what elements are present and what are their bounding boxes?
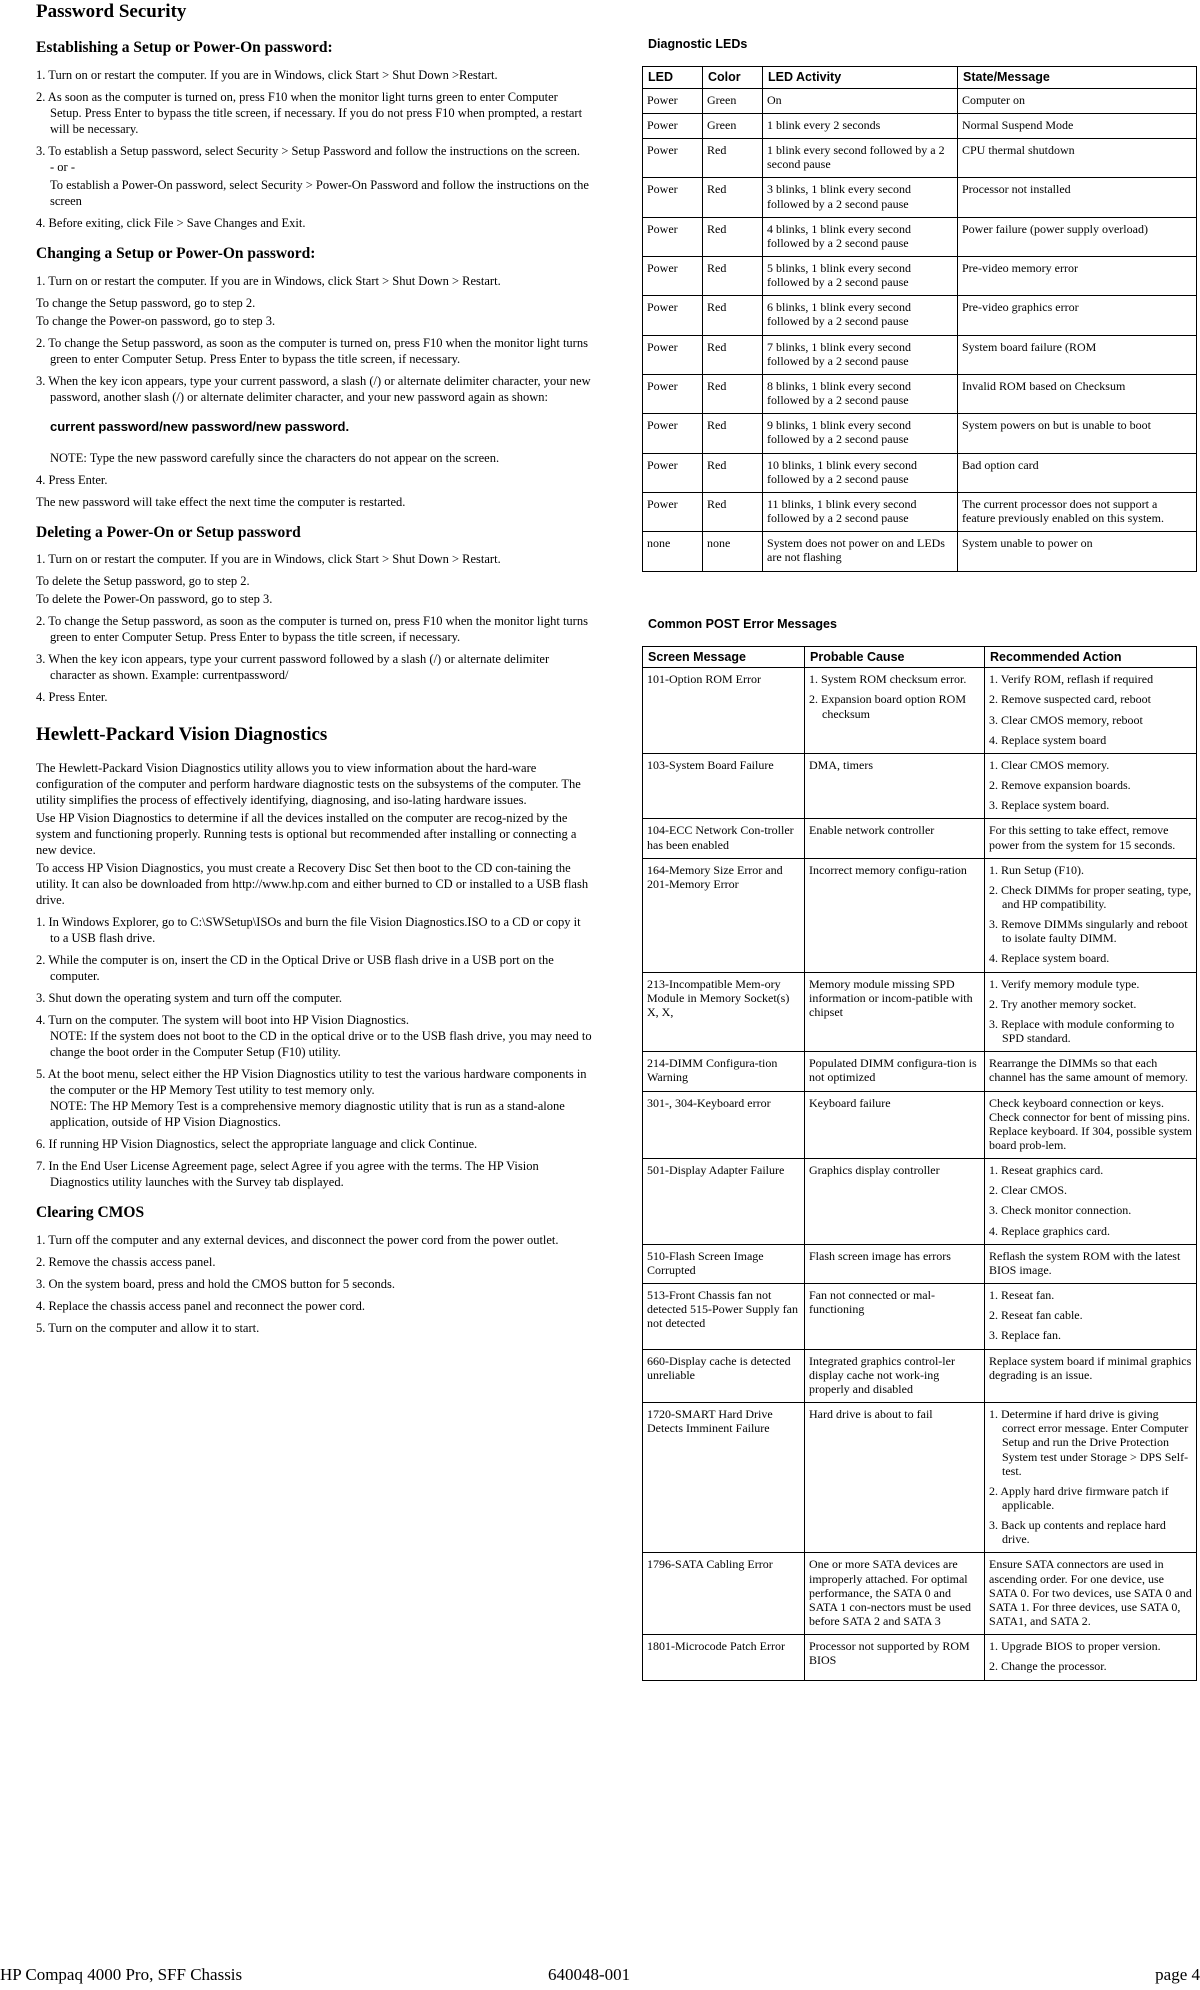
post-action-item: 2. Remove suspected card, reboot	[989, 692, 1151, 707]
right-column	[642, 0, 1197, 1681]
post-action-item: 4. Replace system board	[989, 732, 1107, 747]
led-cell: Red	[703, 453, 763, 492]
post-action-item: 1. Clear CMOS memory.	[989, 757, 1110, 772]
cmos-steps	[36, 1232, 592, 1336]
post-screen-message: 660-Display cache is detected unreliable	[643, 1349, 805, 1402]
hp-step: 6. If running HP Vision Diagnostics, select the appropriate language and click Continue.	[36, 1136, 478, 1151]
post-table-row	[643, 972, 1197, 1052]
post-action-item: 3. Check monitor connection.	[989, 1203, 1132, 1218]
post-action-item: For this setting to take effect, remove power from the system for 15 seconds.	[989, 823, 1176, 852]
led-cell: Red	[703, 492, 763, 531]
hp-step: 7. In the End User License Agreement page, select Agree if you agree with the terms. The HP Vision Diagnostics utility launches with the Survey tab displayed.	[36, 1158, 539, 1189]
post-cause-cell	[805, 753, 985, 818]
post-action-item: Rearrange the DIMMs so that each channel has the same amount of memory.	[989, 1056, 1188, 1085]
post-table-row	[643, 1091, 1197, 1159]
page-title: Password Security	[36, 1, 187, 22]
led-cell: 7 blinks, 1 blink every second followed by a 2 second pause	[763, 335, 958, 374]
post-action-item: 3. Remove DIMMs singularly and reboot to isolate faulty DIMM.	[989, 917, 1188, 946]
change-steps	[36, 273, 592, 510]
post-screen-message: 213-Incompatible Mem-ory Module in Memory Socket(s) X, X,	[643, 972, 805, 1052]
delete-steps	[36, 551, 592, 705]
post-screen-message: 1801-Microcode Patch Error	[643, 1635, 805, 1680]
led-table-row	[643, 335, 1197, 374]
led-table-row	[643, 178, 1197, 217]
change-password-heading: Changing a Setup or Power-On password:	[36, 245, 316, 263]
post-cause-item: Populated DIMM configura-tion is not optimized	[809, 1056, 977, 1085]
post-action-item: 1. Verify memory module type.	[989, 976, 1140, 991]
post-table-row	[643, 1349, 1197, 1402]
post-screen-message: 104-ECC Network Con-troller has been enabled	[643, 819, 805, 858]
post-action-item: 2. Change the processor.	[989, 1659, 1107, 1674]
post-cause-item: Keyboard failure	[809, 1095, 891, 1110]
led-cell: Red	[703, 257, 763, 296]
post-table-row	[643, 1159, 1197, 1245]
password-format-example: current password/new password/new password.	[50, 418, 350, 434]
post-action-item: 3. Replace system board.	[989, 798, 1110, 813]
hp-paragraph: To access HP Vision Diagnostics, you must create a Recovery Disc Set then boot to the CD con-taining the utility. It can also be downloaded from http://www.hp.com and either burned to CD or installed to a USB flash drive.	[36, 860, 589, 907]
post-table-row	[643, 1553, 1197, 1635]
post-table-row	[643, 1635, 1197, 1680]
post-action-item: 1. Run Setup (F10).	[989, 862, 1085, 877]
led-cell: Red	[703, 217, 763, 256]
diagnostic-led-table	[642, 66, 1197, 572]
post-cause-item: DMA, timers	[809, 757, 873, 772]
led-cell: Red	[703, 178, 763, 217]
led-cell: Pre-video memory error	[958, 257, 1197, 296]
cmos-step: 2. Remove the chassis access panel.	[36, 1254, 216, 1269]
led-cell: 9 blinks, 1 blink every second followed by a 2 second pause	[763, 414, 958, 453]
led-cell: Processor not installed	[958, 178, 1197, 217]
post-action-item: 4. Replace system board.	[989, 951, 1110, 966]
post-action-item: 4. Replace graphics card.	[989, 1223, 1110, 1238]
establish-step: 4. Before exiting, click File > Save Changes and Exit.	[36, 216, 306, 231]
led-cell: 5 blinks, 1 blink every second followed by a 2 second pause	[763, 257, 958, 296]
post-screen-message: 513-Front Chassis fan not detected 515-Power Supply fan not detected	[643, 1284, 805, 1349]
led-table-row	[643, 492, 1197, 531]
establish-step: 2. As soon as the computer is turned on, press F10 when the monitor light turns green to enter Computer Setup. Press Enter to bypass the title screen, if necessary. If you do not press F10 when prompted, a restart will be necessary.	[36, 90, 583, 137]
post-cause-item: Processor not supported by ROM BIOS	[809, 1639, 970, 1668]
led-table-row	[643, 296, 1197, 335]
post-table-row	[643, 858, 1197, 972]
post-action-item: 2. Clear CMOS.	[989, 1183, 1067, 1198]
post-action-item: Replace system board if minimal graphics degrading is an issue.	[989, 1353, 1192, 1382]
led-cell: System powers on but is unable to boot	[958, 414, 1197, 453]
post-col-header: Screen Message	[643, 646, 805, 668]
post-table-caption: Common POST Error Messages	[648, 616, 837, 631]
hp-step: 4. Turn on the computer. The system will boot into HP Vision Diagnostics.	[36, 1012, 409, 1027]
post-cause-item: Graphics display controller	[809, 1163, 940, 1178]
post-cause-item: 2. Expansion board option ROM checksum	[809, 692, 966, 721]
post-cause-cell	[805, 1091, 985, 1159]
post-action-cell	[985, 1349, 1197, 1402]
post-screen-message: 103-System Board Failure	[643, 753, 805, 818]
led-table-row	[643, 113, 1197, 138]
led-cell: The current processor does not support a feature previously enabled on this system.	[958, 492, 1197, 531]
post-action-item: Reflash the system ROM with the latest BIOS image.	[989, 1248, 1181, 1277]
led-cell: System board failure (ROM	[958, 335, 1197, 374]
led-cell: System unable to power on	[958, 532, 1197, 571]
delete-note: To delete the Power-On password, go to step 3.	[36, 592, 273, 607]
clearing-cmos-heading: Clearing CMOS	[36, 1203, 145, 1221]
led-cell: 11 blinks, 1 blink every second followed by a 2 second pause	[763, 492, 958, 531]
led-cell: Normal Suspend Mode	[958, 113, 1197, 138]
post-cause-cell	[805, 1052, 985, 1091]
post-cause-cell	[805, 1635, 985, 1680]
cmos-step: 3. On the system board, press and hold the CMOS button for 5 seconds.	[36, 1276, 395, 1291]
post-cause-cell	[805, 819, 985, 858]
led-table-row	[643, 139, 1197, 178]
post-col-header: Probable Cause	[805, 646, 985, 668]
led-cell: Green	[703, 113, 763, 138]
hp-paragraph: Use HP Vision Diagnostics to determine if all the devices installed on the computer are recog-nized by the system and functioning properly. Running tests is optional but recommended after installing or connecting a new device.	[36, 810, 577, 857]
led-cell: On	[763, 88, 958, 113]
led-cell: System does not power on and LEDs are not flashing	[763, 532, 958, 571]
led-col-header: State/Message	[958, 67, 1197, 89]
led-cell: Power	[643, 113, 703, 138]
post-action-item: 1. Verify ROM, reflash if required	[989, 672, 1154, 687]
post-action-item: 3. Replace with module conforming to SPD standard.	[989, 1016, 1175, 1046]
post-cause-item: Hard drive is about to fail	[809, 1407, 933, 1422]
post-action-item: 3. Back up contents and replace hard drive.	[989, 1518, 1166, 1547]
hp-step: 3. Shut down the operating system and turn off the computer.	[36, 990, 342, 1005]
led-cell: none	[703, 532, 763, 571]
led-cell: Power	[643, 374, 703, 413]
led-cell: Pre-video graphics error	[958, 296, 1197, 335]
post-screen-message: 214-DIMM Configura-tion Warning	[643, 1052, 805, 1091]
post-action-item: 2. Remove expansion boards.	[989, 778, 1131, 793]
post-cause-item: Memory module missing SPD information or incom-patible with chipset	[809, 976, 973, 1019]
post-screen-message: 1796-SATA Cabling Error	[643, 1553, 805, 1635]
post-action-item: 1. Upgrade BIOS to proper version.	[989, 1639, 1161, 1654]
led-cell: 3 blinks, 1 blink every second followed by a 2 second pause	[763, 178, 958, 217]
led-cell: Invalid ROM based on Checksum	[958, 374, 1197, 413]
post-cause-cell	[805, 668, 985, 754]
post-cause-cell	[805, 1349, 985, 1402]
post-cause-item: Flash screen image has errors	[809, 1248, 951, 1263]
hp-paragraph: The Hewlett-Packard Vision Diagnostics utility allows you to view information about the hard-ware configuration of the computer and perform hardware diagnostic tests on the subsystems of the computer. The utility simplifies the process of effectively identifying, diagnosing, and iso-lating hardware issues.	[36, 760, 581, 807]
post-action-item: 2. Reseat fan cable.	[989, 1308, 1083, 1323]
post-cause-cell	[805, 1403, 985, 1553]
led-cell: 8 blinks, 1 blink every second followed by a 2 second pause	[763, 374, 958, 413]
led-cell: Red	[703, 414, 763, 453]
led-cell: Power	[643, 492, 703, 531]
led-cell: Power	[643, 178, 703, 217]
post-cause-cell	[805, 1553, 985, 1635]
led-cell: Power	[643, 257, 703, 296]
post-screen-message: 301-, 304-Keyboard error	[643, 1091, 805, 1159]
led-cell: Power	[643, 453, 703, 492]
establish-password-heading: Establishing a Setup or Power-On password:	[36, 39, 333, 57]
led-table-row	[643, 414, 1197, 453]
post-action-cell	[985, 668, 1197, 754]
post-action-cell	[985, 1284, 1197, 1349]
post-col-header: Recommended Action	[985, 646, 1197, 668]
led-table-row	[643, 88, 1197, 113]
delete-step: 4. Press Enter.	[36, 690, 108, 705]
post-action-cell	[985, 1159, 1197, 1245]
hp-diagnostics-title: Hewlett-Packard Vision Diagnostics	[36, 724, 328, 746]
led-cell: 6 blinks, 1 blink every second followed by a 2 second pause	[763, 296, 958, 335]
led-cell: none	[643, 532, 703, 571]
hp-step: 2. While the computer is on, insert the CD in the Optical Drive or USB flash drive in a USB port on the computer.	[36, 952, 554, 983]
post-cause-cell	[805, 1284, 985, 1349]
led-cell: Green	[703, 88, 763, 113]
post-screen-message: 501-Display Adapter Failure	[643, 1159, 805, 1245]
post-screen-message: 510-Flash Screen Image Corrupted	[643, 1244, 805, 1283]
change-note: The new password will take effect the next time the computer is restarted.	[36, 494, 406, 509]
post-table-row	[643, 1244, 1197, 1283]
hp-note: NOTE: The HP Memory Test is a comprehensive memory diagnostic utility that is run as a stand-alone application, outside of HP Vision Diagnostics.	[50, 1098, 565, 1129]
led-cell: Power	[643, 335, 703, 374]
led-cell: 1 blink every second followed by a 2 second pause	[763, 139, 958, 178]
post-action-item: 3. Clear CMOS memory, reboot	[989, 712, 1143, 727]
post-action-item: 1. Reseat fan.	[989, 1288, 1055, 1303]
led-table-row	[643, 374, 1197, 413]
change-note: To change the Power-on password, go to step 3.	[36, 313, 276, 328]
led-cell: Bad option card	[958, 453, 1197, 492]
led-table-row	[643, 532, 1197, 571]
led-header-row	[643, 67, 1197, 89]
led-cell: Power	[643, 296, 703, 335]
establish-step: To establish a Power-On password, select Security > Power-On Password and follow the instructions on the screen	[50, 178, 589, 209]
led-cell: 10 blinks, 1 blink every second followed by a 2 second pause	[763, 453, 958, 492]
footer-page-number: page 4	[1155, 1965, 1200, 1984]
post-action-item: 3. Replace fan.	[989, 1328, 1061, 1343]
post-screen-message: 1720-SMART Hard Drive Detects Imminent Failure	[643, 1403, 805, 1553]
post-action-cell	[985, 1553, 1197, 1635]
led-col-header: LED	[643, 67, 703, 89]
led-cell: Computer on	[958, 88, 1197, 113]
led-cell: Red	[703, 296, 763, 335]
change-step: 2. To change the Setup password, as soon as the computer is turned on, press F10 when the monitor light turns green to enter Computer Setup. Press Enter to bypass the title screen, if necessary.	[36, 335, 588, 366]
post-action-cell	[985, 1091, 1197, 1159]
post-action-item: 1. Determine if hard drive is giving correct error message. Enter Computer Setup and run the Drive Protection System test under Storage > DPS Self-test.	[989, 1407, 1189, 1478]
post-action-cell	[985, 753, 1197, 818]
post-action-item: Check keyboard connection or keys. Check connector for bent of missing pins. Replace keyboard. If 304, possible system board prob-lem.	[989, 1095, 1192, 1152]
post-action-cell	[985, 819, 1197, 858]
post-cause-item: Integrated graphics control-ler display cache not work-ing properly and disabled	[809, 1353, 955, 1396]
post-screen-message: 101-Option ROM Error	[643, 668, 805, 754]
post-cause-item: Fan not connected or mal-functioning	[809, 1288, 935, 1317]
post-cause-item: Incorrect memory configu-ration	[809, 862, 967, 877]
led-table-row	[643, 257, 1197, 296]
post-cause-cell	[805, 858, 985, 972]
post-action-cell	[985, 858, 1197, 972]
post-table-row	[643, 668, 1197, 754]
post-action-item: 2. Try another memory socket.	[989, 996, 1137, 1011]
led-cell: CPU thermal shutdown	[958, 139, 1197, 178]
post-action-item: 1. Reseat graphics card.	[989, 1163, 1104, 1178]
led-col-header: LED Activity	[763, 67, 958, 89]
led-cell: Power	[643, 414, 703, 453]
post-table-row	[643, 1403, 1197, 1553]
delete-note: To delete the Setup password, go to step 2.	[36, 574, 250, 589]
led-cell: Power	[643, 88, 703, 113]
led-cell: Power failure (power supply overload)	[958, 217, 1197, 256]
post-screen-message: 164-Memory Size Error and 201-Memory Error	[643, 858, 805, 972]
post-error-table	[642, 646, 1197, 1681]
post-action-item: 2. Check DIMMs for proper seating, type, and HP compatibility.	[989, 882, 1192, 911]
delete-step: 1. Turn on or restart the computer. If you are in Windows, click Start > Shut Down > Restart.	[36, 552, 501, 567]
post-cause-cell	[805, 1159, 985, 1245]
post-cause-cell	[805, 1244, 985, 1283]
cmos-step: 1. Turn off the computer and any external devices, and disconnect the power cord from the power outlet.	[36, 1232, 559, 1247]
establish-step: 1. Turn on or restart the computer. If you are in Windows, click Start > Shut Down >Restart.	[36, 68, 498, 83]
change-step: 4. Press Enter.	[36, 472, 108, 487]
led-cell: Red	[703, 335, 763, 374]
post-action-cell	[985, 1244, 1197, 1283]
footer-product: HP Compaq 4000 Pro, SFF Chassis	[0, 1965, 243, 1984]
hp-step: 5. At the boot menu, select either the HP Vision Diagnostics utility to test the various hardware components in the computer or the HP Memory Test utility to test memory only.	[36, 1066, 587, 1097]
establish-step: 3. To establish a Setup password, select Security > Setup Password and follow the instructions on the screen.	[36, 144, 581, 159]
change-note: NOTE: Type the new password carefully since the characters do not appear on the screen.	[50, 450, 500, 465]
establish-or: - or -	[50, 160, 75, 175]
delete-password-heading: Deleting a Power-On or Setup password	[36, 523, 301, 541]
post-table-row	[643, 753, 1197, 818]
led-cell: Power	[643, 217, 703, 256]
led-table-row	[643, 217, 1197, 256]
led-cell: 1 blink every 2 seconds	[763, 113, 958, 138]
change-step: 1. Turn on or restart the computer. If you are in Windows, click Start > Shut Down > Restart.	[36, 273, 501, 288]
led-cell: Red	[703, 139, 763, 178]
led-table-caption: Diagnostic LEDs	[648, 37, 748, 51]
post-table-row	[643, 1284, 1197, 1349]
led-col-header: Color	[703, 67, 763, 89]
post-action-cell	[985, 1403, 1197, 1553]
post-cause-cell	[805, 972, 985, 1052]
post-action-cell	[985, 1635, 1197, 1680]
hp-diagnostics-intro	[36, 760, 592, 908]
led-cell: Red	[703, 374, 763, 413]
cmos-step: 5. Turn on the computer and allow it to start.	[36, 1320, 260, 1335]
hp-step: 1. In Windows Explorer, go to C:\SWSetup\ISOs and burn the file Vision Diagnostics.ISO to a CD or copy it to a USB flash drive.	[36, 914, 581, 945]
change-step: 3. When the key icon appears, type your current password, a slash (/) or alternate delimiter character, your new password, another slash (/) or alternate delimiter character, and your new password again as shown:	[36, 373, 591, 404]
cmos-step: 4. Replace the chassis access panel and reconnect the power cord.	[36, 1298, 366, 1313]
post-table-row	[643, 819, 1197, 858]
post-header-row	[643, 646, 1197, 668]
footer-part-number: 640048-001	[548, 1965, 631, 1984]
post-cause-item: Enable network controller	[809, 823, 935, 838]
delete-step: 3. When the key icon appears, type your current password followed by a slash (/) or alternate delimiter character as shown. Example: currentpassword/	[36, 652, 550, 683]
left-column	[36, 0, 592, 1342]
hp-note: NOTE: If the system does not boot to the CD in the optical drive or to the USB flash drive, you may need to change the boot order in the Computer Setup (F10) utility.	[50, 1028, 592, 1059]
post-action-item: Ensure SATA connectors are used in ascending order. For one device, use SATA 0. For two devices, use SATA 0 and SATA 1. For three devices, use SATA 0, SATA1, and SATA 2.	[989, 1557, 1192, 1629]
led-table-row	[643, 453, 1197, 492]
post-cause-item: 1. System ROM checksum error.	[809, 672, 967, 687]
post-table-row	[643, 1052, 1197, 1091]
led-cell: 4 blinks, 1 blink every second followed by a 2 second pause	[763, 217, 958, 256]
post-action-cell	[985, 972, 1197, 1052]
post-action-cell	[985, 1052, 1197, 1091]
establish-steps	[36, 67, 592, 231]
change-note: To change the Setup password, go to step 2.	[36, 295, 256, 310]
delete-step: 2. To change the Setup password, as soon as the computer is turned on, press F10 when the monitor light turns green to enter Computer Setup. Press Enter to bypass the title screen, if necessary.	[36, 614, 588, 645]
hp-diagnostics-steps	[36, 914, 592, 1190]
post-action-item: 2. Apply hard drive firmware patch if applicable.	[989, 1483, 1169, 1512]
post-cause-item: One or more SATA devices are improperly attached. For optimal performance, the SATA 0 and SATA 1 con-nectors must be used before SATA 2 and SATA 3	[809, 1557, 972, 1629]
led-cell: Power	[643, 139, 703, 178]
